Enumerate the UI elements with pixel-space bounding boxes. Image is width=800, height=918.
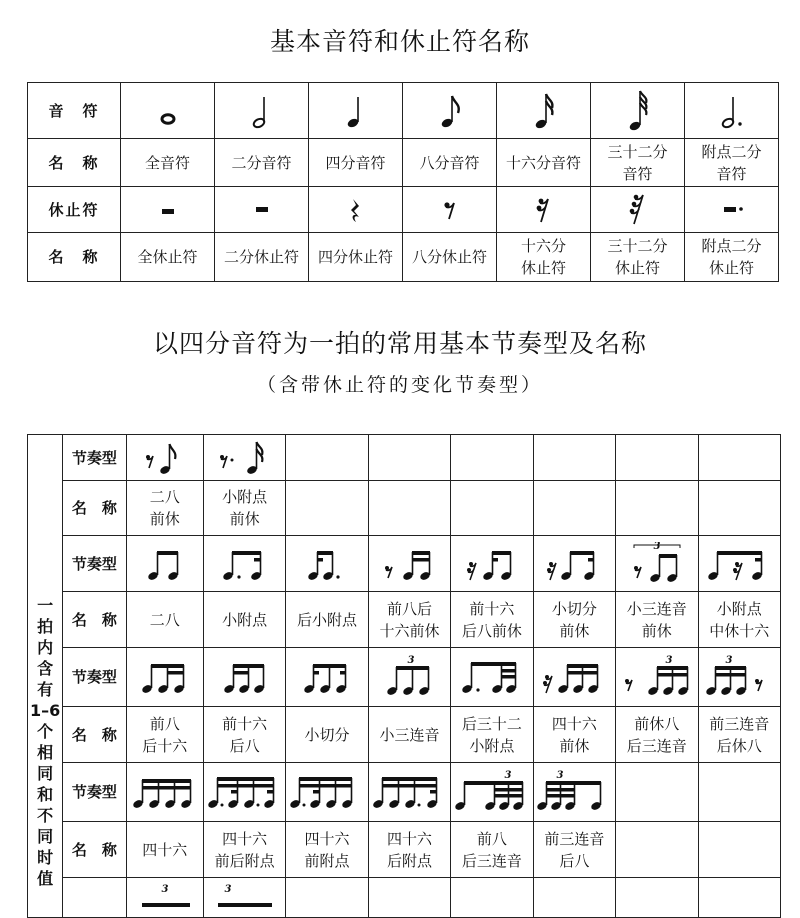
tuplet-number: 3: [407, 655, 414, 666]
rhythm-rest-four-sixteenths: [533, 648, 615, 707]
sixteenth-rest-icon: [467, 562, 476, 580]
empty-cell: [451, 435, 533, 481]
quarter-rest-icon: [309, 187, 403, 233]
sixteenth-rest-icon: [733, 562, 742, 580]
rhythm-triplet-rest-eighth: [698, 648, 780, 707]
empty-cell: [616, 878, 698, 918]
empty-cell: [616, 822, 698, 878]
rhythm-name: 前十六 后八: [203, 707, 285, 763]
sixteenth-note-icon: [497, 83, 591, 139]
rhythm-name: 前八 后三连音: [451, 822, 533, 878]
rhythm-name: 小附点: [203, 592, 285, 648]
thirty-second-rest-icon: [591, 187, 685, 233]
rhythm-eighth-two-sixteenths: [126, 648, 203, 707]
rhythm-name: 后三十二 小附点: [451, 707, 533, 763]
name-row: [28, 481, 781, 536]
rhythm-four-sixteenths-dotted-both: [203, 763, 285, 822]
rhythm-two-sixteenths-eighth: [203, 648, 285, 707]
rhythm-name: 小三连音: [368, 707, 450, 763]
tuplet-number: 3: [556, 770, 564, 781]
rhythm-four-sixteenths: [126, 763, 203, 822]
side-char: 时: [37, 848, 54, 867]
eighth-note-icon: [403, 83, 497, 139]
rhythm-partial: [203, 878, 285, 918]
rhythm-eighth-rest-eighth: [126, 435, 203, 481]
rhythm-four-sixteenths-dotted-last: [368, 763, 450, 822]
rest-name: 八分休止符: [403, 233, 497, 282]
empty-cell: [368, 878, 450, 918]
rest-name: 附点二分 休止符: [685, 233, 779, 282]
rhythm-name: 四十六 后附点: [368, 822, 450, 878]
note-name: 八分音符: [403, 139, 497, 187]
empty-cell: [698, 763, 780, 822]
rhythm-dotted-eighth-sixteenth: [203, 536, 285, 592]
rhythm-row: [28, 763, 781, 822]
rhythm-name: 前十六 后八前休: [451, 592, 533, 648]
name-header: 名 称: [63, 822, 126, 878]
side-char: 同: [37, 764, 54, 783]
rhythm-dotted-eighth-rest-sixteenth: [203, 435, 285, 481]
rest-name: 十六分 休止符: [497, 233, 591, 282]
note-row: [28, 83, 779, 139]
side-char: 内: [37, 638, 54, 657]
rhythm-two-eighths: [126, 536, 203, 592]
rhythm-name: 前三连音 后八: [533, 822, 615, 878]
side-char: 值: [37, 869, 54, 888]
note-rest-table: [27, 82, 779, 282]
eighth-rest-icon: [385, 566, 392, 578]
rhythm-dotted-mid-rest: [698, 536, 780, 592]
name-row: [28, 707, 781, 763]
rhythm-eighth-then-triplet: [451, 763, 533, 822]
rhythm-name: 前八 后十六: [126, 707, 203, 763]
empty-cell: [533, 435, 615, 481]
note-header: 音 符: [28, 83, 121, 139]
eighth-rest-icon: [634, 566, 641, 578]
tuplet-number: 3: [161, 883, 169, 895]
note-name: 二分音符: [215, 139, 309, 187]
note-name: 附点二分 音符: [685, 139, 779, 187]
eighth-rest-icon: [755, 679, 762, 691]
empty-cell: [698, 822, 780, 878]
name-header: 名 称: [63, 481, 126, 536]
tuplet-number: 3: [653, 541, 661, 552]
tuplet-number: 3: [665, 655, 673, 666]
rhythm-name: 二八: [126, 592, 203, 648]
empty-cell: [286, 481, 368, 536]
rest-name: 四分休止符: [309, 233, 403, 282]
top-title: 基本音符和休止符名称: [269, 27, 530, 56]
sixteenth-rest-icon: [547, 562, 556, 580]
rhythm-rest-two-sixteenths: [368, 536, 450, 592]
eighth-rest-icon: [146, 455, 153, 468]
rest-header: 休止符: [28, 187, 121, 233]
empty-cell: [451, 481, 533, 536]
rest-name-row: [28, 233, 779, 282]
empty-cell: [533, 481, 615, 536]
empty-cell: [616, 481, 698, 536]
rhythm-sixteenth-rest-three: [451, 536, 533, 592]
side-char: 含: [37, 659, 54, 678]
side-char: 和: [37, 785, 54, 804]
rest-name: 全休止符: [121, 233, 215, 282]
empty-cell: [286, 878, 368, 918]
empty-cell: [698, 435, 780, 481]
side-char: 有: [37, 680, 54, 699]
rhythm-name: 小附点 中休十六: [698, 592, 780, 648]
rhythm-title: 以四分音符为一拍的常用基本节奏型及名称: [152, 329, 647, 358]
rest-name: 三十二分 休止符: [591, 233, 685, 282]
rhythm-name: 前休八 后三连音: [616, 707, 698, 763]
rhythm-subtitle: （含带休止符的变化节奏型）: [256, 374, 543, 396]
rhythm-partial: [126, 878, 203, 918]
rhythm-name: 小切分: [286, 707, 368, 763]
side-char: 拍: [37, 617, 54, 636]
rhythm-name: 四十六 前后附点: [203, 822, 285, 878]
side-char: 同: [37, 827, 54, 846]
note-name: 三十二分 音符: [591, 139, 685, 187]
side-char: 个: [37, 722, 54, 741]
rhythm-triplet: [368, 648, 450, 707]
tuplet-number: 3: [504, 770, 512, 781]
rhythm-row: [28, 435, 781, 481]
name-row: [28, 592, 781, 648]
rhythm-row: [28, 536, 781, 592]
rhythm-name: 四十六 前休: [533, 707, 615, 763]
side-char: 相: [37, 743, 54, 762]
half-note-icon: [215, 83, 309, 139]
rhythm-name: 小附点 前休: [203, 481, 285, 536]
rhythm-table: [27, 434, 781, 918]
rhythm-row-partial: [28, 878, 781, 918]
side-char: 不: [37, 806, 54, 825]
side-char: 一: [37, 596, 54, 615]
dotted-half-rest-icon: [685, 187, 779, 233]
name-header: 名 称: [63, 592, 126, 648]
rhythm-four-sixteenths-dotted-first: [286, 763, 368, 822]
name-header: 名 称: [28, 139, 121, 187]
rest-row: [28, 187, 779, 233]
rhythm-syncopation: [286, 648, 368, 707]
name-row: [28, 822, 781, 878]
empty-cell: [368, 435, 450, 481]
rhythm-triplet-then-eighth: [533, 763, 615, 822]
rhythm-header: 节奏型: [63, 648, 126, 707]
rhythm-name: 小切分 前休: [533, 592, 615, 648]
empty-cell: [286, 435, 368, 481]
empty-cell: [616, 763, 698, 822]
name-header: 名 称: [28, 233, 121, 282]
name-header: 名 称: [63, 707, 126, 763]
rhythm-row: [28, 648, 781, 707]
empty-cell: [698, 481, 780, 536]
note-name: 四分音符: [309, 139, 403, 187]
side-label: [28, 435, 63, 918]
rest-name: 二分休止符: [215, 233, 309, 282]
eighth-rest-icon: [625, 679, 632, 691]
dotted-half-note-icon: [685, 83, 779, 139]
rhythm-name: 四十六: [126, 822, 203, 878]
rhythm-header: 节奏型: [63, 536, 126, 592]
note-name-row: [28, 139, 779, 187]
quarter-note-icon: [309, 83, 403, 139]
rhythm-rest-triplet: [616, 648, 698, 707]
rhythm-header: 节奏型: [63, 435, 126, 481]
note-name: 十六分音符: [497, 139, 591, 187]
rhythm-sixteenth-dotted-eighth: [286, 536, 368, 592]
rhythm-header: [63, 878, 126, 918]
empty-cell: [533, 878, 615, 918]
whole-note-icon: [121, 83, 215, 139]
thirty-second-note-icon: [591, 83, 685, 139]
rhythm-triplet-rest: [616, 536, 698, 592]
sixteenth-rest-icon: [543, 675, 552, 693]
note-name: 全音符: [121, 139, 215, 187]
rhythm-syncopation-rest: [533, 536, 615, 592]
whole-rest-icon: [121, 187, 215, 233]
rhythm-name: 四十六 前附点: [286, 822, 368, 878]
side-char: 1–6: [29, 701, 61, 720]
rhythm-name: 前八后 十六前休: [368, 592, 450, 648]
empty-cell: [616, 435, 698, 481]
rhythm-name: 小三连音 前休: [616, 592, 698, 648]
rhythm-name: 前三连音 后休八: [698, 707, 780, 763]
eighth-rest-icon: [403, 187, 497, 233]
rhythm-name: 二八 前休: [126, 481, 203, 536]
rhythm-name: 后小附点: [286, 592, 368, 648]
rhythm-header: 节奏型: [63, 763, 126, 822]
tuplet-number: 3: [224, 883, 232, 895]
sixteenth-rest-icon: [497, 187, 591, 233]
empty-cell: [698, 878, 780, 918]
rhythm-dotted-32nd: [451, 648, 533, 707]
tuplet-number: 3: [725, 655, 733, 666]
empty-cell: [451, 878, 533, 918]
empty-cell: [368, 481, 450, 536]
half-rest-icon: [215, 187, 309, 233]
eighth-rest-icon: [220, 455, 227, 468]
